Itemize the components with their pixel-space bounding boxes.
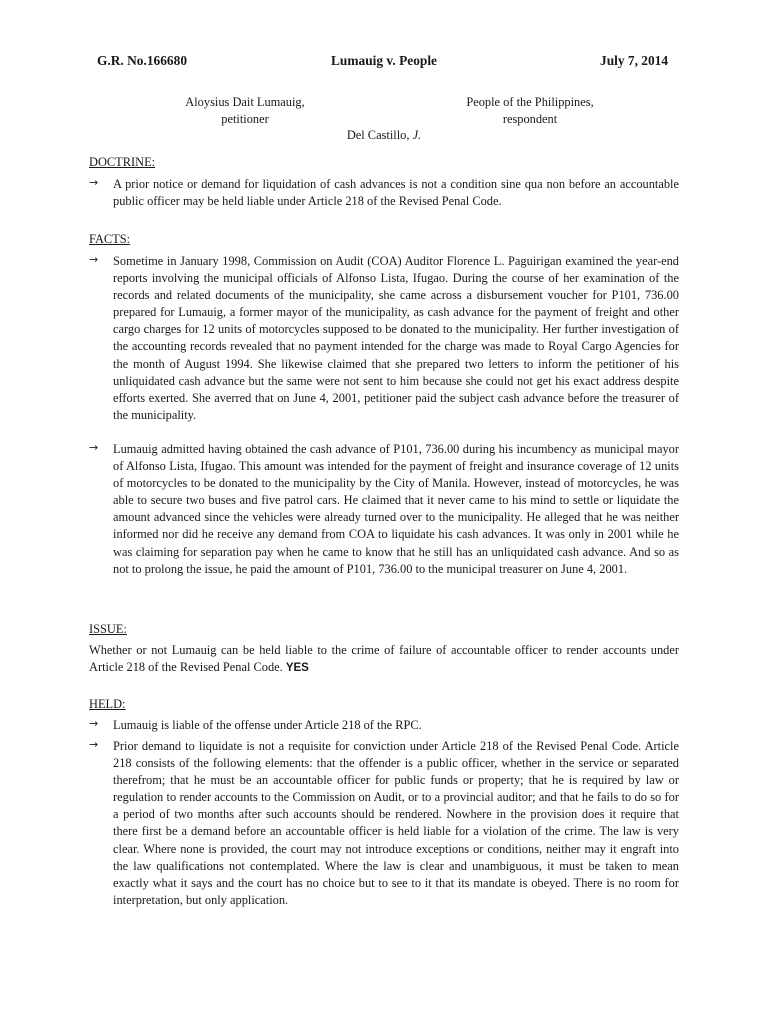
- doctrine-item: [89, 176, 679, 210]
- petitioner-role: petitioner: [221, 112, 269, 126]
- issue-answer: YES: [285, 662, 309, 675]
- held-item: [89, 717, 679, 734]
- ponente-name: Del Castillo,: [346, 128, 410, 142]
- held-item: [89, 738, 679, 909]
- issue-heading: ISSUE:: [89, 622, 127, 636]
- facts-item: [89, 253, 679, 424]
- facts-text-1: Sometime in January 1998, Commission on Audit (COA) Auditor Florence L. Paguirigan examined the year-end reports involving the municipal officials of Alfonso Lista, Ifugao. During the course of her examination of the records and related documents of the municipality, she came across a disbursement voucher for P101, 736.00 prepared for Lumauig, a former mayor of the municipality, as cash advance for the payment of freight and other cargo charges for 12 units of motorcycles supposed to be donated to the municipality. Her further investigation of the accounting records revealed that no payment intended for the charge was made to Royal Cargo Agencies for the month of August 1994. She likewise claimed that she prepared two letters to inform the petitioner of his unliquidated cash advance but the same were not sent to him because she could not get his exact address despite efforts exerted. She averred that on June 4, 2001, petitioner paid the subject cash advance before the treasurer of the municipality.: [113, 254, 679, 422]
- arrow-icon: →: [89, 717, 99, 730]
- petitioner-name: Aloysius Dait Lumauig,: [185, 95, 305, 109]
- facts-text-2: Lumauig admitted having obtained the cash advance of P101, 736.00 during his incumbency as municipal mayor of Alfonso Lista, Ifugao. This amount was intended for the payment of freight and insurance coverage of 12 units of motorcycles to be donated to the municipality by the City of Manila. However, instead of motorcycles, he was able to secure two buses and five patrol cars. He claimed that it never came to his mind to settle or liquidate the amount advanced since the vehicles were already turned over to the municipality. He alleged that he was neither informed nor did he receive any demand from COA to liquidate his cash advances. It was only in 2001 while he was claiming for separation pay when he came to know that he still has an unliquidated cash advance. And so as not to prolong the issue, he paid the amount of P101, 736.00 to the municipal treasurer on June 4, 2001.: [113, 442, 679, 576]
- decision-date: July 7, 2014: [600, 53, 669, 68]
- arrow-icon: →: [89, 738, 99, 751]
- respondent-name: People of the Philippines,: [466, 95, 594, 109]
- ponente: [0, 128, 768, 143]
- ponente-title: J.: [412, 128, 422, 142]
- issue-text: Whether or not Lumauig can be held liable to the crime of failure of accountable officer to render accounts under Article 218 of the Revised Penal Code.: [89, 643, 679, 675]
- respondent-role: respondent: [502, 112, 558, 126]
- arrow-icon: →: [89, 176, 99, 189]
- facts-heading: FACTS:: [89, 232, 131, 246]
- doctrine-heading: DOCTRINE:: [89, 155, 156, 169]
- issue-statement: [89, 642, 679, 677]
- arrow-icon: →: [89, 253, 99, 266]
- case-title: Lumauig v. People: [330, 53, 438, 68]
- arrow-icon: →: [89, 441, 99, 454]
- gr-number: G.R. No.166680: [97, 53, 188, 68]
- held-text-2: Prior demand to liquidate is not a requisite for conviction under Article 218 of the Revised Penal Code. Article 218 consists of the following elements: that the offender is a public officer, whether in the service or separated therefrom; that he must be an accountable officer for public funds or property; that he is required by law or regulation to render accounts to the Commission on Audit, or to a provincial auditor; and that he fails to do so for a period of two months after such accounts should be rendered. Nowhere in the provision does it require that there first be a demand before an accountable officer is held liable for a violation of the crime. The law is very clear. Where none is provided, the court may not introduce exceptions or conditions, neither may it engraft into the law qualifications not contemplated. Where the law is clear and unambiguous, it must be taken to mean exactly what it says and the court has no choice but to see to it that its mandate is obeyed. There is no room for interpretation, but only application.: [113, 739, 679, 907]
- held-text-1: Lumauig is liable of the offense under Article 218 of the RPC.: [113, 718, 422, 732]
- doctrine-text: A prior notice or demand for liquidation of cash advances is not a condition sine qua non before an accountable public officer may be held liable under Article 218 of the Revised Penal Code.: [113, 177, 679, 209]
- petitioner-block: [155, 94, 335, 128]
- held-heading: HELD:: [89, 697, 126, 711]
- respondent-block: [440, 94, 620, 128]
- facts-item: [89, 441, 679, 578]
